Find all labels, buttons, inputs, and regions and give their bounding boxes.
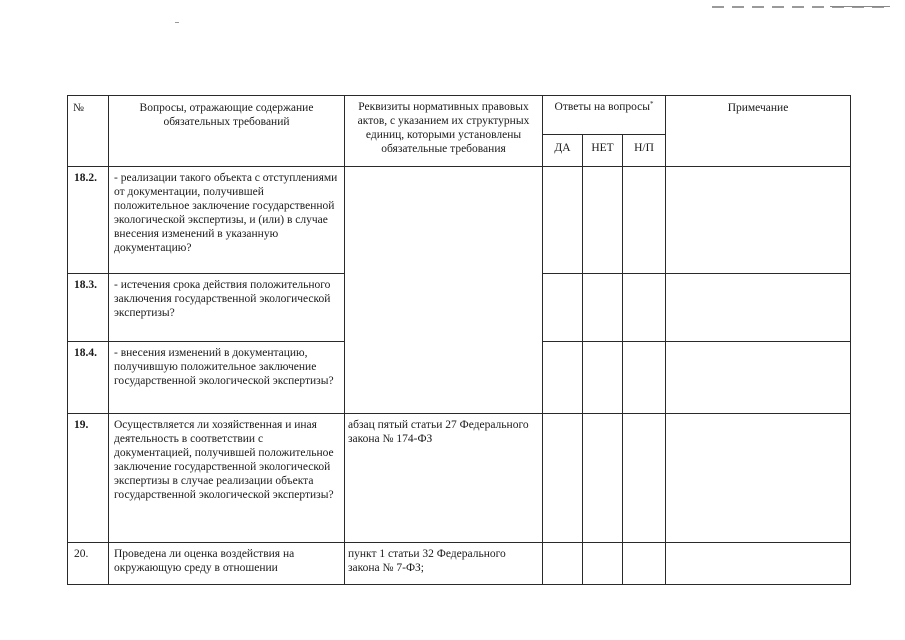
header-yes: ДА <box>543 135 583 167</box>
answer-yes-cell[interactable] <box>543 274 583 342</box>
answer-na-cell[interactable] <box>623 414 666 543</box>
header-answers <box>543 96 666 135</box>
note-cell[interactable] <box>666 342 851 414</box>
row-num: 18.2. <box>68 167 109 274</box>
scan-artifact-line <box>830 6 890 7</box>
scan-artifact-dot <box>175 22 179 23</box>
header-answers-mark: * <box>649 100 654 108</box>
answer-na-cell[interactable] <box>623 342 666 414</box>
answer-no-cell[interactable] <box>583 342 623 414</box>
answer-na-cell[interactable] <box>623 543 666 585</box>
header-answers-label: Ответы на вопросы <box>554 101 650 113</box>
row-num: 18.3. <box>68 274 109 342</box>
note-cell[interactable] <box>666 543 851 585</box>
row-requisites: пункт 1 статьи 32 Федерального закона № 7-ФЗ; <box>345 543 543 585</box>
row-num: 20. <box>68 543 109 585</box>
row-question: - внесения изменений в документацию, получившую положительное заключение государственной экологической экспертизы? <box>109 342 345 414</box>
answer-no-cell[interactable] <box>583 167 623 274</box>
row-requisites <box>345 167 543 414</box>
checklist-table <box>67 95 851 585</box>
header-no: НЕТ <box>583 135 623 167</box>
row-num: 18.4. <box>68 342 109 414</box>
answer-yes-cell[interactable] <box>543 543 583 585</box>
answer-na-cell[interactable] <box>623 167 666 274</box>
answer-na-cell[interactable] <box>623 274 666 342</box>
answer-no-cell[interactable] <box>583 274 623 342</box>
note-cell[interactable] <box>666 167 851 274</box>
table-row <box>68 414 851 543</box>
table-row <box>68 167 851 274</box>
row-question: - реализации такого объекта с отступлениями от документации, получившей положительное заключение государственной экологической экспертизы, и (или) в случае внесения изменений в указанную документацию? <box>109 167 345 274</box>
table-row <box>68 543 851 585</box>
note-cell[interactable] <box>666 414 851 543</box>
answer-yes-cell[interactable] <box>543 414 583 543</box>
answer-no-cell[interactable] <box>583 543 623 585</box>
row-question: - истечения срока действия положительного заключения государственной экологической экспертизы? <box>109 274 345 342</box>
row-num: 19. <box>68 414 109 543</box>
answer-yes-cell[interactable] <box>543 167 583 274</box>
answer-yes-cell[interactable] <box>543 342 583 414</box>
note-cell[interactable] <box>666 274 851 342</box>
row-question: Осуществляется ли хозяйственная и иная деятельность в соответствии с документацией, получившей положительное заключение государственной экологической экспертизы в случае реализации объекта государственной экологической экспертизы? <box>109 414 345 543</box>
header-requisites: Реквизиты нормативных правовых актов, с указанием их структурных единиц, которыми установлены обязательные требования <box>345 96 543 167</box>
row-requisites: абзац пятый статьи 27 Федерального закона № 174-ФЗ <box>345 414 543 543</box>
header-questions: Вопросы, отражающие содержание обязательных требований <box>109 96 345 167</box>
answer-no-cell[interactable] <box>583 414 623 543</box>
row-question: Проведена ли оценка воздействия на окружающую среду в отношении <box>109 543 345 585</box>
header-row <box>68 96 851 135</box>
header-num: № <box>68 96 109 167</box>
header-na: Н/П <box>623 135 666 167</box>
header-note: Примечание <box>666 96 851 167</box>
